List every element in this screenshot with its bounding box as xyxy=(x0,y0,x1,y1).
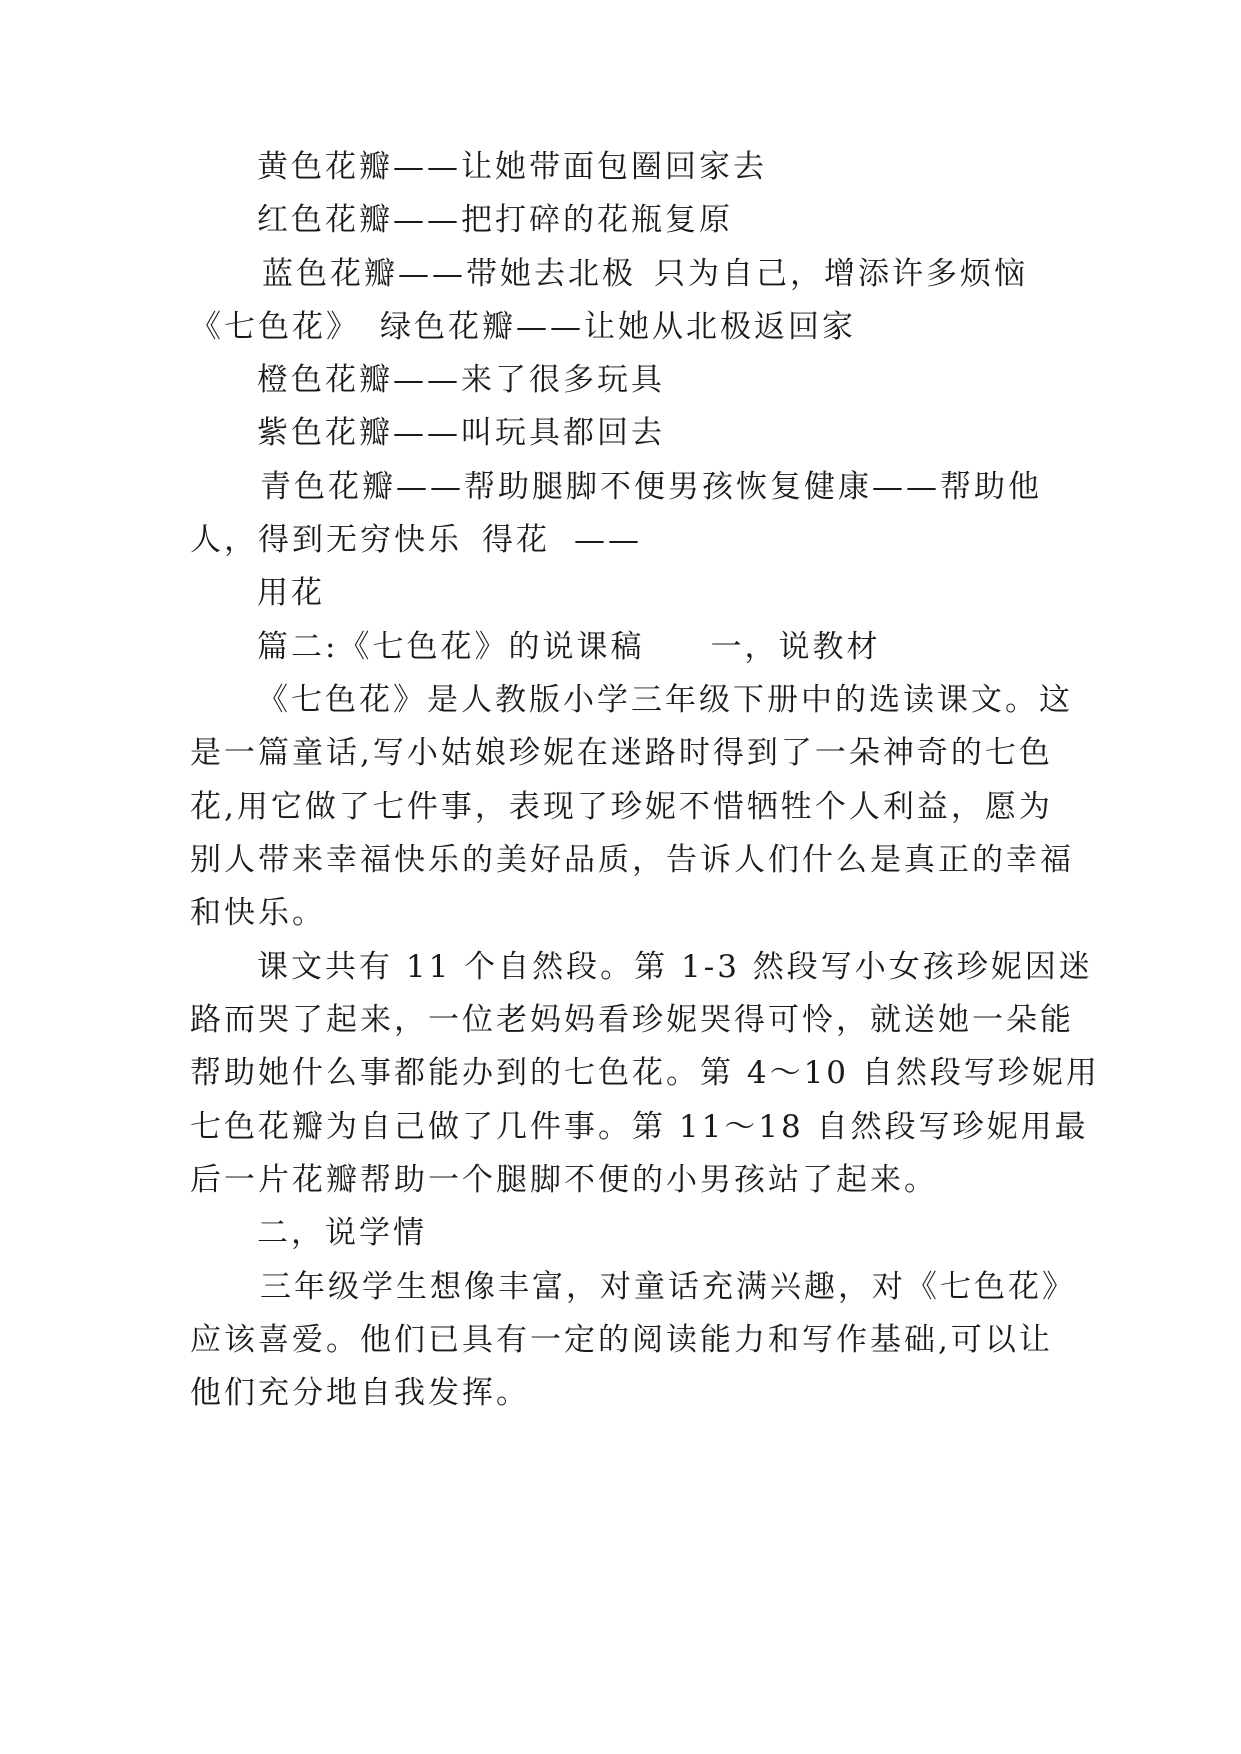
paragraph-line: 三年级学生想像丰富，对童话充满兴趣，对《七色花》 xyxy=(260,1269,1076,1305)
subheading-students: 二，说学情 xyxy=(257,1215,427,1251)
paragraph-line: 和快乐。 xyxy=(190,895,326,931)
section-heading xyxy=(257,627,880,667)
paragraph-line: 他们充分地自我发挥。 xyxy=(190,1375,530,1411)
petal-green-text: 绿色花瓣——让她从北极返回家 xyxy=(380,309,856,345)
petal-blue xyxy=(262,254,1028,294)
petal-yellow: 黄色花瓣——让她带面包圈回家去 xyxy=(257,149,767,185)
paragraph-line: 路而哭了起来，一位老妈妈看珍妮哭得可怜，就送她一朵能 xyxy=(190,1002,1074,1038)
paragraph-line: 帮助她什么事都能办到的七色花。第 4～10 自然段写珍妮用 xyxy=(190,1055,1100,1091)
paragraph-line: 七色花瓣为自己做了几件事。第 11～18 自然段写珍妮用最 xyxy=(190,1109,1089,1145)
paragraph-line: 《七色花》是人教版小学三年级下册中的选读课文。这 xyxy=(257,682,1073,718)
petal-green xyxy=(190,307,856,347)
petal-cyan: 青色花瓣——帮助腿脚不便男孩恢复健康——帮助他 xyxy=(260,469,1042,505)
petal-blue-note: 只为自己，增添许多烦恼 xyxy=(654,256,1028,292)
summary-text: 人，得到无穷快乐 xyxy=(190,522,462,558)
paragraph-line: 课文共有 11 个自然段。第 1-3 然段写小女孩珍妮因迷 xyxy=(257,949,1093,985)
paragraph-line: 别人带来幸福快乐的美好品质，告诉人们什么是真正的幸福 xyxy=(190,842,1074,878)
summary-get-flower: 得花 xyxy=(482,522,550,558)
book-title-label: 《七色花》 xyxy=(190,309,360,345)
subheading-textbook: 一，说教材 xyxy=(710,629,881,665)
paragraph-line: 是一篇童话,写小姑娘珍妮在迷路时得到了一朵神奇的七色 xyxy=(190,735,1053,771)
summary-dash: —— xyxy=(574,522,642,558)
summary-use-flower: 用花 xyxy=(257,575,325,611)
section-title: 篇二:《七色花》的说课稿 xyxy=(257,629,645,665)
petal-red: 红色花瓣——把打碎的花瓶复原 xyxy=(257,202,733,238)
paragraph-line: 应该喜爱。他们已具有一定的阅读能力和写作基础,可以让 xyxy=(190,1322,1053,1358)
petal-orange: 橙色花瓣——来了很多玩具 xyxy=(257,362,665,398)
petal-blue-text: 蓝色花瓣——带她去北极 xyxy=(262,256,636,292)
petal-summary xyxy=(190,520,642,560)
petal-purple: 紫色花瓣——叫玩具都回去 xyxy=(257,415,665,451)
paragraph-line: 后一片花瓣帮助一个腿脚不便的小男孩站了起来。 xyxy=(190,1162,938,1198)
paragraph-line: 花,用它做了七件事，表现了珍妮不惜牺牲个人利益，愿为 xyxy=(190,789,1053,825)
